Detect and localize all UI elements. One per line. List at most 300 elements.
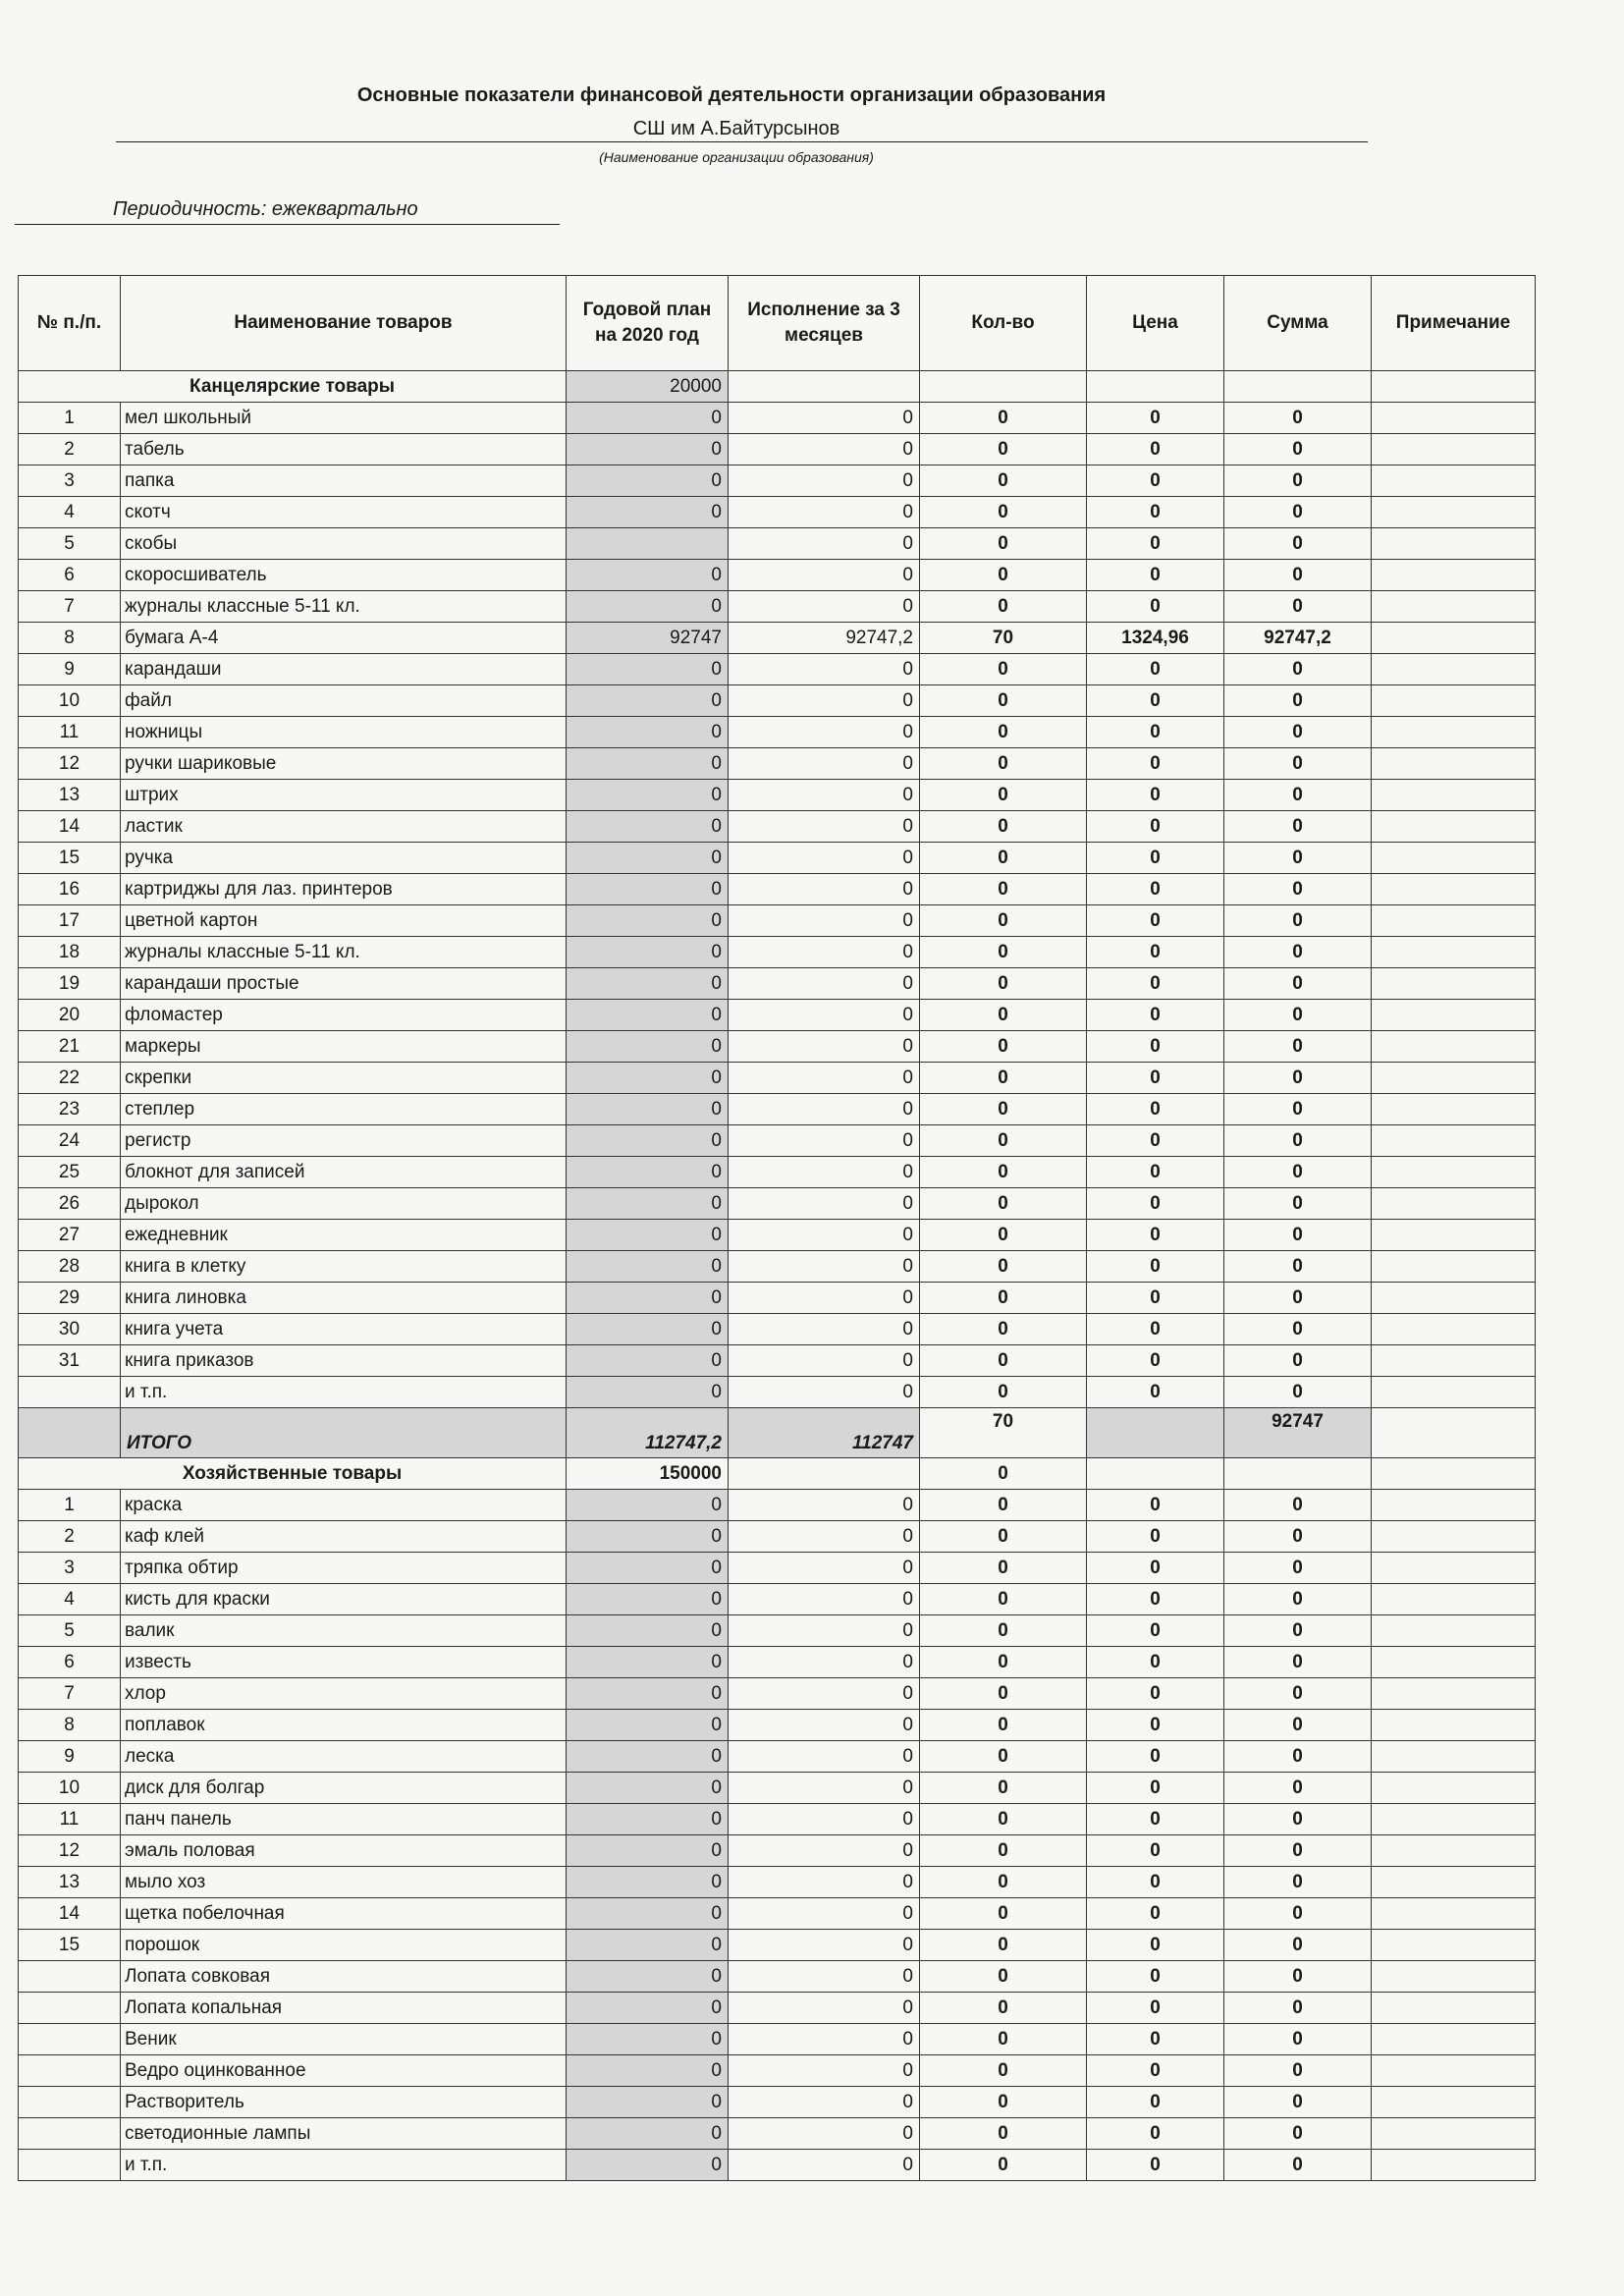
row-exec: 0 [729,1898,920,1930]
table-row [19,1283,1536,1314]
row-exec: 0 [729,1188,920,1220]
row-number: 31 [19,1345,121,1377]
row-plan: 0 [567,403,729,434]
organization-name: СШ им А.Байтурсынов [632,118,840,139]
row-name: скоросшиватель [121,560,567,591]
row-name: файл [121,685,567,717]
total-label: ИТОГО [121,1408,567,1458]
row-name: бумага А-4 [121,623,567,654]
table-row [19,1615,1536,1647]
row-sum: 0 [1224,1930,1372,1961]
row-number: 8 [19,623,121,654]
row-number: 27 [19,1220,121,1251]
section-price [1087,1458,1224,1490]
row-price: 0 [1087,1710,1224,1741]
row-qty: 0 [920,434,1087,465]
table-row [19,780,1536,811]
table-row [19,1314,1536,1345]
row-note [1372,560,1536,591]
section-price [1087,371,1224,403]
row-qty: 0 [920,843,1087,874]
row-sum: 0 [1224,811,1372,843]
section-note [1372,1458,1536,1490]
table-row [19,1125,1536,1157]
row-qty: 0 [920,717,1087,748]
row-exec: 0 [729,1710,920,1741]
row-qty: 0 [920,1647,1087,1678]
row-exec: 0 [729,1157,920,1188]
row-qty: 0 [920,937,1087,968]
row-exec: 0 [729,1521,920,1553]
row-qty: 0 [920,1898,1087,1930]
row-qty: 70 [920,623,1087,654]
row-plan: 0 [567,1835,729,1867]
row-name: книга в клетку [121,1251,567,1283]
row-name: табель [121,434,567,465]
row-sum: 0 [1224,2055,1372,2087]
row-plan: 0 [567,560,729,591]
table-row [19,2055,1536,2087]
row-note [1372,874,1536,905]
row-number: 1 [19,1490,121,1521]
row-qty: 0 [920,1867,1087,1898]
row-note [1372,1345,1536,1377]
table-row [19,1993,1536,2024]
row-name: Лопата совковая [121,1961,567,1993]
table-row [19,1584,1536,1615]
row-number: 24 [19,1125,121,1157]
row-name: мыло хоз [121,1867,567,1898]
row-name: диск для болгар [121,1773,567,1804]
row-number: 2 [19,434,121,465]
row-number [19,1377,121,1408]
row-number: 12 [19,1835,121,1867]
table-row [19,685,1536,717]
table-row [19,1678,1536,1710]
row-name: и т.п. [121,1377,567,1408]
row-note [1372,811,1536,843]
row-qty: 0 [920,1283,1087,1314]
row-sum: 0 [1224,528,1372,560]
row-price: 0 [1087,748,1224,780]
table-row [19,2087,1536,2118]
table-row [19,905,1536,937]
row-note [1372,1678,1536,1710]
row-number: 17 [19,905,121,937]
row-qty: 0 [920,1094,1087,1125]
row-plan: 0 [567,1063,729,1094]
row-qty: 0 [920,905,1087,937]
row-qty: 0 [920,654,1087,685]
row-price: 0 [1087,1283,1224,1314]
row-sum: 0 [1224,1710,1372,1741]
row-sum: 0 [1224,1584,1372,1615]
row-number: 1 [19,403,121,434]
row-exec: 0 [729,1553,920,1584]
row-qty: 0 [920,874,1087,905]
row-plan: 0 [567,2087,729,2118]
row-note [1372,2024,1536,2055]
row-name: журналы классные 5-11 кл. [121,937,567,968]
total-plan: 112747,2 [567,1408,729,1458]
row-qty: 0 [920,1773,1087,1804]
row-sum: 0 [1224,1773,1372,1804]
row-number [19,2055,121,2087]
row-sum: 0 [1224,2150,1372,2181]
row-number: 5 [19,1615,121,1647]
row-qty: 0 [920,780,1087,811]
row-number: 14 [19,1898,121,1930]
row-price: 0 [1087,654,1224,685]
row-name: книга линовка [121,1283,567,1314]
row-note [1372,497,1536,528]
row-price: 0 [1087,1220,1224,1251]
row-sum: 0 [1224,1125,1372,1157]
row-qty: 0 [920,1835,1087,1867]
row-name: каф клей [121,1521,567,1553]
row-name: Лопата копальная [121,1993,567,2024]
row-exec: 0 [729,1094,920,1125]
row-qty: 0 [920,2024,1087,2055]
header-row [19,276,1536,371]
col-exec: Исполнение за 3 месяцев [729,276,920,371]
row-qty: 0 [920,811,1087,843]
table-row [19,465,1536,497]
row-note [1372,2150,1536,2181]
row-exec: 0 [729,2024,920,2055]
row-qty: 0 [920,2087,1087,2118]
col-number: № п./п. [19,276,121,371]
row-note [1372,937,1536,968]
row-number: 3 [19,1553,121,1584]
row-number: 7 [19,1678,121,1710]
row-price: 0 [1087,2118,1224,2150]
row-sum: 0 [1224,1000,1372,1031]
row-sum: 0 [1224,497,1372,528]
row-name: краска [121,1490,567,1521]
row-qty: 0 [920,1345,1087,1377]
row-note [1372,465,1536,497]
row-number: 12 [19,748,121,780]
table-row [19,968,1536,1000]
row-exec: 0 [729,1345,920,1377]
row-price: 0 [1087,434,1224,465]
table-row [19,1804,1536,1835]
row-name: книга учета [121,1314,567,1345]
row-qty: 0 [920,2055,1087,2087]
row-note [1372,1615,1536,1647]
row-note [1372,1584,1536,1615]
row-sum: 0 [1224,1283,1372,1314]
row-qty: 0 [920,2150,1087,2181]
row-number: 10 [19,1773,121,1804]
row-exec: 0 [729,843,920,874]
row-name: скрепки [121,1063,567,1094]
row-plan: 0 [567,780,729,811]
row-sum: 0 [1224,1157,1372,1188]
row-plan: 0 [567,1377,729,1408]
row-plan: 0 [567,811,729,843]
section-exec [729,371,920,403]
section-qty: 0 [920,1458,1087,1490]
row-plan: 0 [567,1314,729,1345]
row-sum: 0 [1224,2118,1372,2150]
table-row [19,1220,1536,1251]
row-exec: 0 [729,1063,920,1094]
row-plan: 0 [567,2024,729,2055]
row-price: 0 [1087,843,1224,874]
row-name: регистр [121,1125,567,1157]
row-exec: 0 [729,2150,920,2181]
row-number: 23 [19,1094,121,1125]
row-name: эмаль половая [121,1835,567,1867]
row-sum: 0 [1224,1345,1372,1377]
row-price: 0 [1087,1678,1224,1710]
table-row [19,843,1536,874]
row-price: 0 [1087,528,1224,560]
row-exec: 0 [729,560,920,591]
row-name: скотч [121,497,567,528]
section-note [1372,371,1536,403]
periodicity-underline [15,224,560,225]
row-number: 15 [19,843,121,874]
row-exec: 0 [729,1125,920,1157]
row-plan: 0 [567,1647,729,1678]
row-note [1372,1553,1536,1584]
row-name: Веник [121,2024,567,2055]
row-price: 0 [1087,1867,1224,1898]
row-name: Ведро оцинкованное [121,2055,567,2087]
table-row [19,1961,1536,1993]
table-row [19,1063,1536,1094]
row-sum: 0 [1224,1490,1372,1521]
row-price: 0 [1087,685,1224,717]
total-price [1087,1408,1224,1458]
row-plan: 0 [567,1898,729,1930]
row-number: 2 [19,1521,121,1553]
row-sum: 0 [1224,1094,1372,1125]
row-exec: 0 [729,1031,920,1063]
row-exec: 0 [729,905,920,937]
row-name: панч панель [121,1804,567,1835]
row-qty: 0 [920,1804,1087,1835]
row-sum: 0 [1224,1615,1372,1647]
row-exec: 0 [729,1377,920,1408]
row-number: 11 [19,717,121,748]
row-exec: 0 [729,968,920,1000]
row-note [1372,1000,1536,1031]
row-sum: 0 [1224,465,1372,497]
section-exec [729,1458,920,1490]
row-plan: 0 [567,937,729,968]
row-note [1372,2118,1536,2150]
row-plan: 0 [567,1930,729,1961]
row-number: 26 [19,1188,121,1220]
row-plan: 0 [567,748,729,780]
table-row [19,654,1536,685]
row-note [1372,2055,1536,2087]
total-qty: 70 [920,1408,1087,1458]
row-plan: 0 [567,1345,729,1377]
row-sum: 0 [1224,1835,1372,1867]
row-exec: 0 [729,465,920,497]
row-note [1372,403,1536,434]
row-qty: 0 [920,1710,1087,1741]
row-qty: 0 [920,968,1087,1000]
row-number: 28 [19,1251,121,1283]
row-number [19,2024,121,2055]
row-plan: 92747 [567,623,729,654]
row-number: 20 [19,1000,121,1031]
row-price: 0 [1087,1188,1224,1220]
row-note [1372,1647,1536,1678]
row-price: 0 [1087,968,1224,1000]
row-exec: 0 [729,1000,920,1031]
row-name: штрих [121,780,567,811]
row-price: 0 [1087,1031,1224,1063]
row-number: 9 [19,1741,121,1773]
row-plan: 0 [567,2150,729,2181]
row-exec: 0 [729,2118,920,2150]
row-price: 0 [1087,1345,1224,1377]
row-price: 0 [1087,1521,1224,1553]
row-sum: 0 [1224,1251,1372,1283]
row-exec: 0 [729,654,920,685]
row-note [1372,1521,1536,1553]
row-price: 0 [1087,937,1224,968]
row-number: 8 [19,1710,121,1741]
table-row [19,623,1536,654]
row-price: 0 [1087,1377,1224,1408]
row-exec: 0 [729,1867,920,1898]
row-name: цветной картон [121,905,567,937]
row-plan: 0 [567,2118,729,2150]
section-title: Канцелярские товары [19,371,567,403]
periodicity: Периодичность: ежеквартально [113,198,418,220]
row-price: 0 [1087,1125,1224,1157]
row-price: 0 [1087,2024,1224,2055]
row-exec: 0 [729,748,920,780]
row-plan: 0 [567,968,729,1000]
row-qty: 0 [920,1251,1087,1283]
row-note [1372,1314,1536,1345]
row-qty: 0 [920,1961,1087,1993]
row-plan: 0 [567,654,729,685]
row-note [1372,434,1536,465]
row-sum: 0 [1224,1220,1372,1251]
row-price: 0 [1087,717,1224,748]
row-price: 0 [1087,2055,1224,2087]
row-note [1372,1741,1536,1773]
row-name: ластик [121,811,567,843]
row-sum: 0 [1224,717,1372,748]
row-name: блокнот для записей [121,1157,567,1188]
row-qty: 0 [920,1188,1087,1220]
row-note [1372,1898,1536,1930]
row-qty: 0 [920,1377,1087,1408]
row-exec: 0 [729,528,920,560]
row-note [1372,1063,1536,1094]
row-note [1372,1867,1536,1898]
section-plan: 20000 [567,371,729,403]
table-row [19,1710,1536,1741]
row-qty: 0 [920,591,1087,623]
row-note [1372,968,1536,1000]
row-price: 0 [1087,1898,1224,1930]
row-plan [567,528,729,560]
row-note [1372,1710,1536,1741]
row-price: 0 [1087,1773,1224,1804]
row-sum: 0 [1224,1741,1372,1773]
row-price: 0 [1087,874,1224,905]
row-qty: 0 [920,497,1087,528]
row-sum: 0 [1224,1031,1372,1063]
row-sum: 0 [1224,1647,1372,1678]
row-exec: 0 [729,1490,920,1521]
row-plan: 0 [567,1741,729,1773]
row-plan: 0 [567,1615,729,1647]
row-sum: 0 [1224,937,1372,968]
row-qty: 0 [920,1125,1087,1157]
row-qty: 0 [920,1741,1087,1773]
table-row [19,434,1536,465]
row-note [1372,528,1536,560]
row-plan: 0 [567,1220,729,1251]
section-header-row [19,371,1536,403]
row-note [1372,685,1536,717]
row-name: карандаши простые [121,968,567,1000]
row-note [1372,1157,1536,1188]
row-plan: 0 [567,1584,729,1615]
table-row [19,1251,1536,1283]
row-qty: 0 [920,1490,1087,1521]
row-sum: 0 [1224,1188,1372,1220]
table-row [19,1553,1536,1584]
row-name: журналы классные 5-11 кл. [121,591,567,623]
total-number [19,1408,121,1458]
row-name: ножницы [121,717,567,748]
row-plan: 0 [567,1521,729,1553]
row-exec: 92747,2 [729,623,920,654]
row-note [1372,1125,1536,1157]
row-note [1372,1188,1536,1220]
row-number: 6 [19,560,121,591]
row-number: 14 [19,811,121,843]
row-plan: 0 [567,1993,729,2024]
row-note [1372,748,1536,780]
table-row [19,1647,1536,1678]
row-price: 0 [1087,497,1224,528]
table-row [19,1188,1536,1220]
row-note [1372,780,1536,811]
row-name: ручка [121,843,567,874]
section-sum [1224,1458,1372,1490]
row-name: хлор [121,1678,567,1710]
total-sum: 92747 [1224,1408,1372,1458]
row-number: 4 [19,497,121,528]
row-name: карандаши [121,654,567,685]
table-row [19,811,1536,843]
row-qty: 0 [920,1157,1087,1188]
row-name: валик [121,1615,567,1647]
row-plan: 0 [567,1804,729,1835]
table-row [19,1867,1536,1898]
row-plan: 0 [567,843,729,874]
row-exec: 0 [729,937,920,968]
row-sum: 92747,2 [1224,623,1372,654]
row-plan: 0 [567,1678,729,1710]
row-qty: 0 [920,1031,1087,1063]
